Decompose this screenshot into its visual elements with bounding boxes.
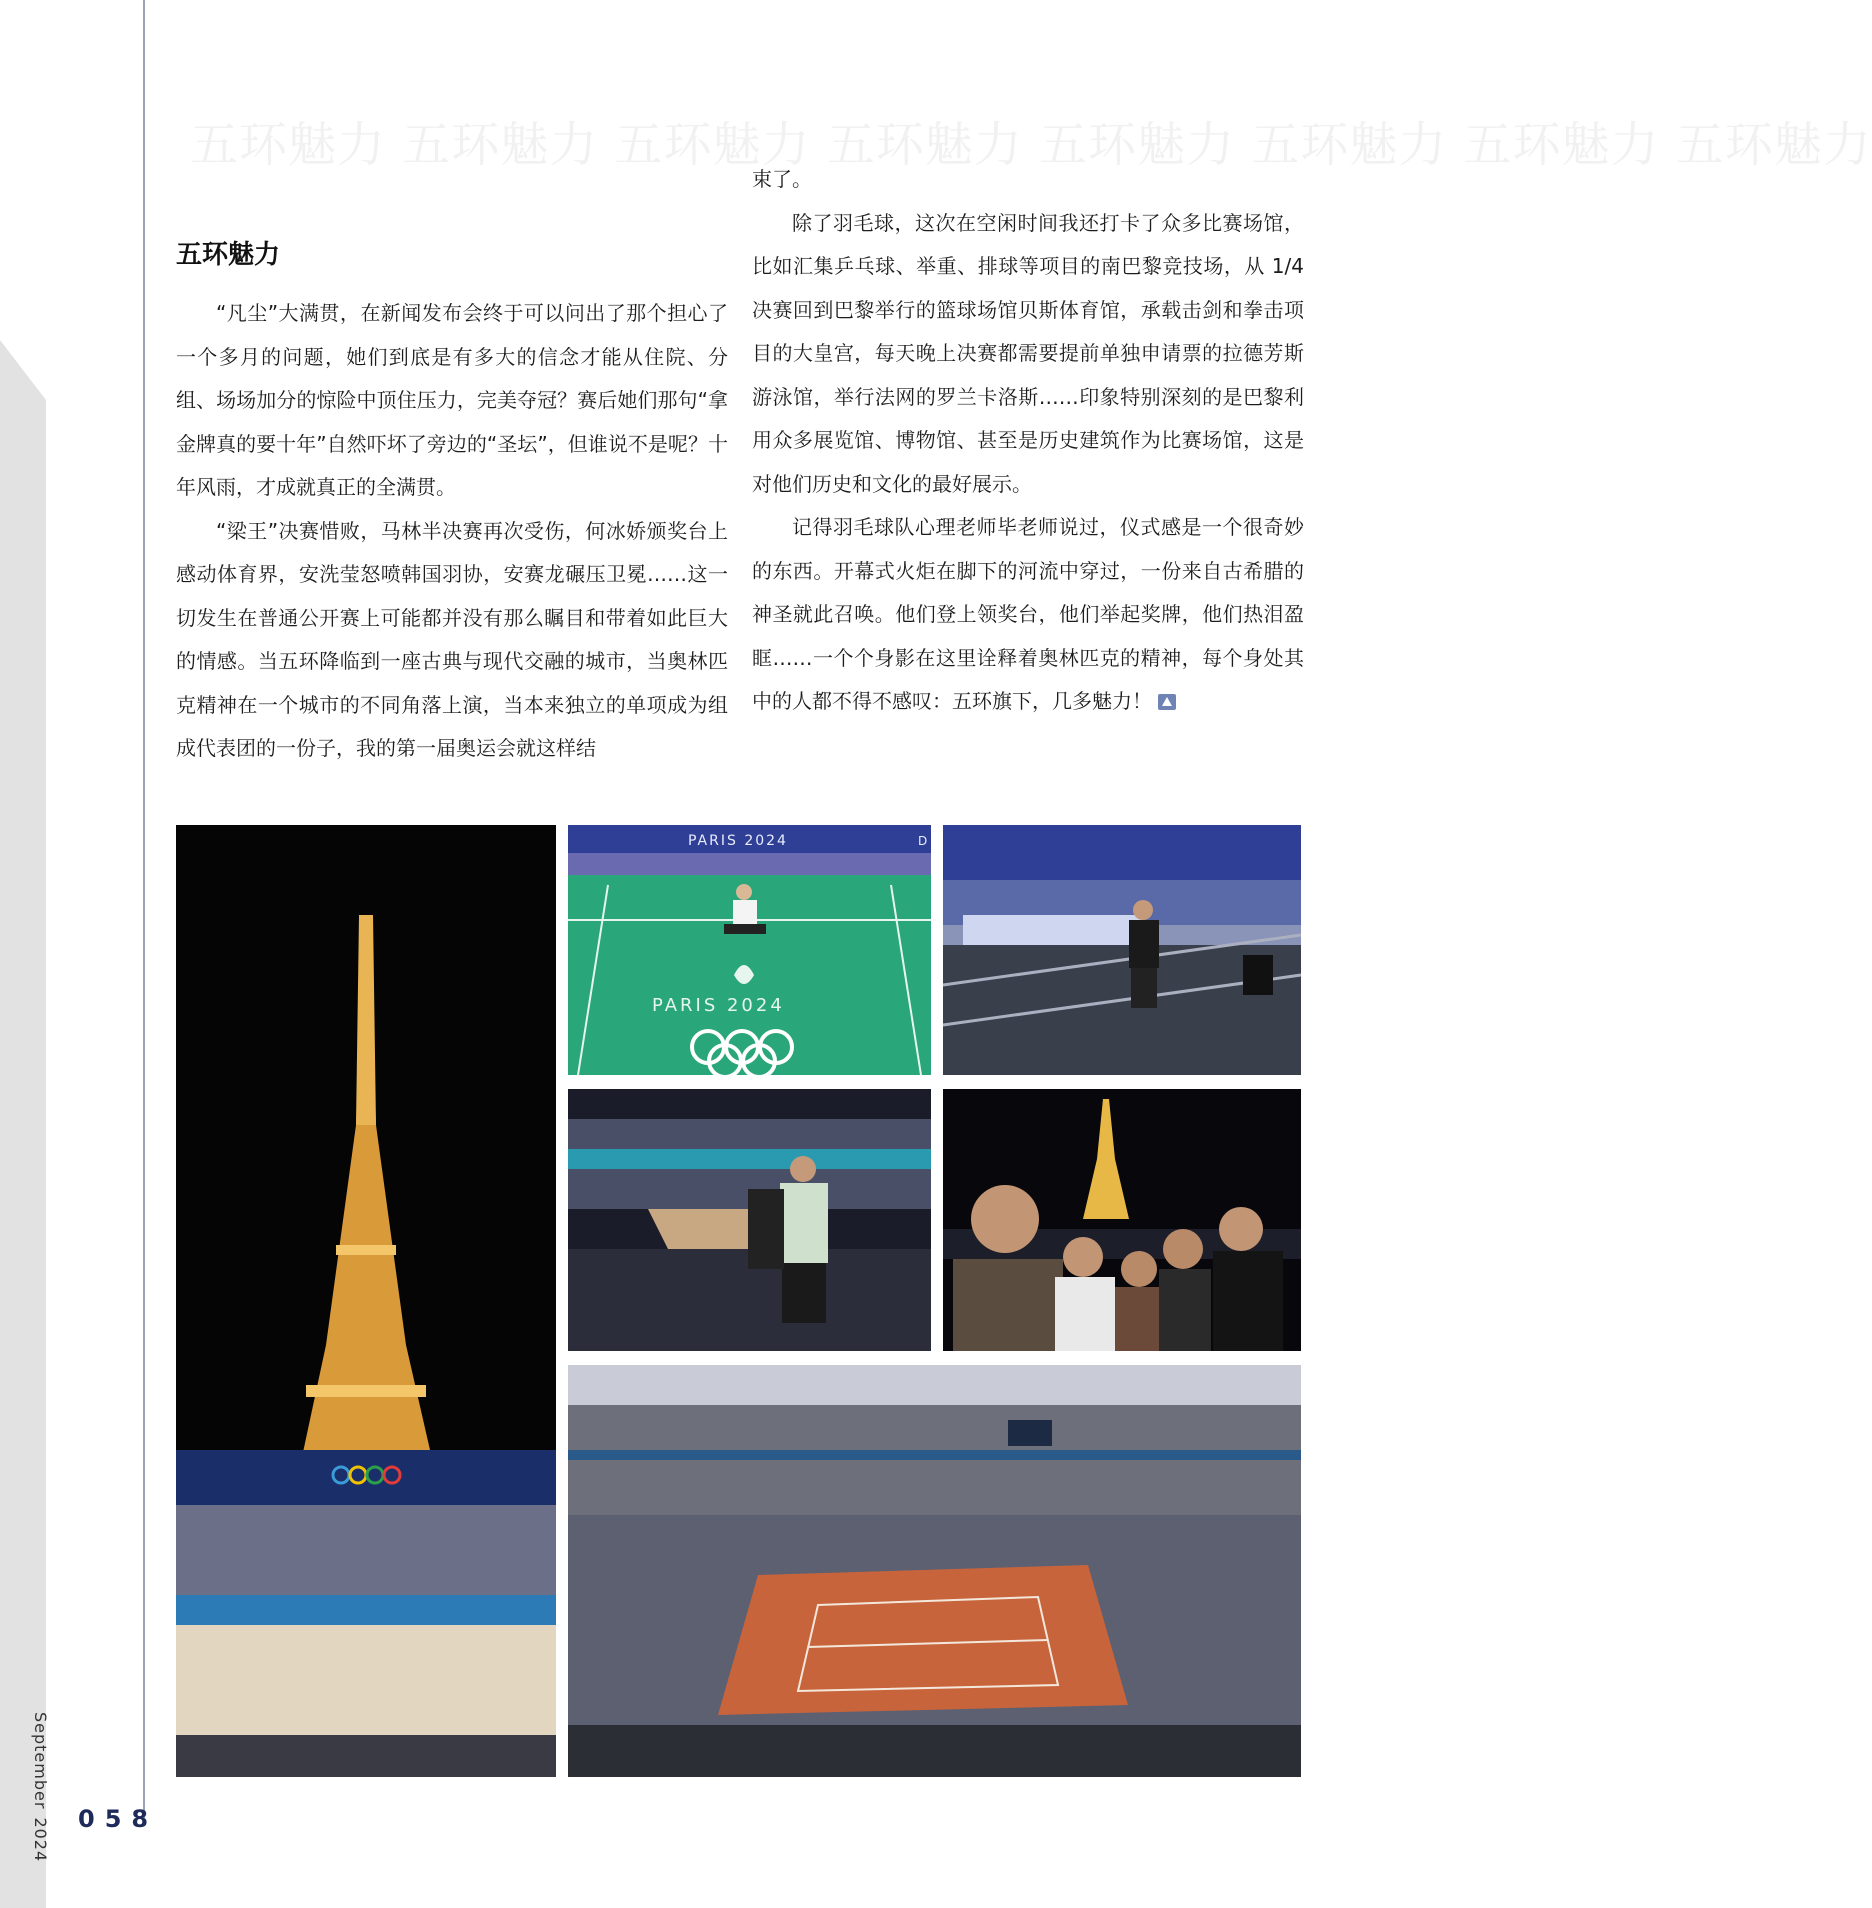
paragraph: 除了羽毛球，这次在空闲时间我还打卡了众多比赛场馆，比如汇集乒乓球、举重、排球等项目的南巴黎竞技场，从 1/4 决赛回到巴黎举行的篮球场馆贝斯体育馆，承载击剑和拳击项目的大皇宫，每天晚上决赛都需要提前单独申请票的拉德芳斯游泳馆，举行法网的罗兰卡洛斯……印象特别深刻的是巴黎利用众多展览馆、博物馆、甚至是历史建筑作为比赛场馆，这是对他们历史和文化的最好展示。 — [752, 210, 1304, 496]
article-end-icon — [1158, 694, 1176, 710]
court-banner-text: PARIS 2024 — [688, 833, 788, 849]
side-tab — [0, 340, 46, 1908]
photo-group-selfie-eiffel — [943, 1089, 1301, 1351]
margin-rule — [143, 0, 145, 1818]
folio-month — [31, 1712, 50, 1862]
photo-badminton-court — [568, 825, 931, 1075]
photo-eiffel-beach-volleyball — [176, 825, 556, 1777]
photo-basketball-arena — [568, 1089, 931, 1351]
paragraph-text: 记得羽毛球队心理老师毕老师说过，仪式感是一个很奇妙的东西。开幕式火炬在脚下的河流中穿过，一份来自古希腊的神圣就此召唤。他们登上领奖台，他们举起奖牌，他们热泪盈眶……一个个身影在这里诠释着奥林匹克的精神，每个身处其中的人都不得不感叹：五环旗下，几多魅力！ — [752, 515, 1304, 713]
paragraph: “凡尘”大满贯，在新闻发布会终于可以问出了那个担心了一个多月的问题，她们到底是有多大的信念才能从住院、分组、场场加分的惊险中顶住压力，完美夺冠？赛后她们那句“拿金牌真的要十年”自然吓坏了旁边的“圣坛”，但谁说不是呢？十年风雨，才成就真正的全满贯。 — [176, 301, 728, 499]
paragraph — [752, 506, 1304, 724]
court-banner-letter: D — [918, 834, 928, 848]
section-title: 五环魅力 — [176, 240, 281, 270]
right-column — [752, 167, 1304, 724]
paragraph: “梁王”决赛惜败，马林半决赛再次受伤，何冰娇颁奖台上感动体育界，安洗莹怒喷韩国羽协，安赛龙碾压卫冕……这一切发生在普通公开赛上可能都并没有那么瞩目和带着如此巨大的情感。当五环降临到一座古典与现代交融的城市，当奥林匹克精神在一个城市的不同角落上演，当本来独立的单项成为组成代表团的一份子，我的第一届奥运会就这样结 — [176, 518, 728, 760]
court-logo-text: PARIS 2024 — [652, 995, 785, 1016]
photo-tennis-stadium — [568, 1365, 1301, 1777]
page-number: 058 — [78, 1805, 159, 1833]
left-column — [176, 198, 728, 771]
folio-month-text: September — [31, 1712, 50, 1810]
background-watermark: 五环魅力 五环魅力 五环魅力 五环魅力 五环魅力 五环魅力 五环魅力 五环魅力 — [190, 117, 1872, 173]
photo-arena-visit — [943, 825, 1301, 1075]
folio-year: 2024 — [31, 1817, 50, 1863]
paragraph-continuation: 束了。 — [752, 167, 812, 191]
